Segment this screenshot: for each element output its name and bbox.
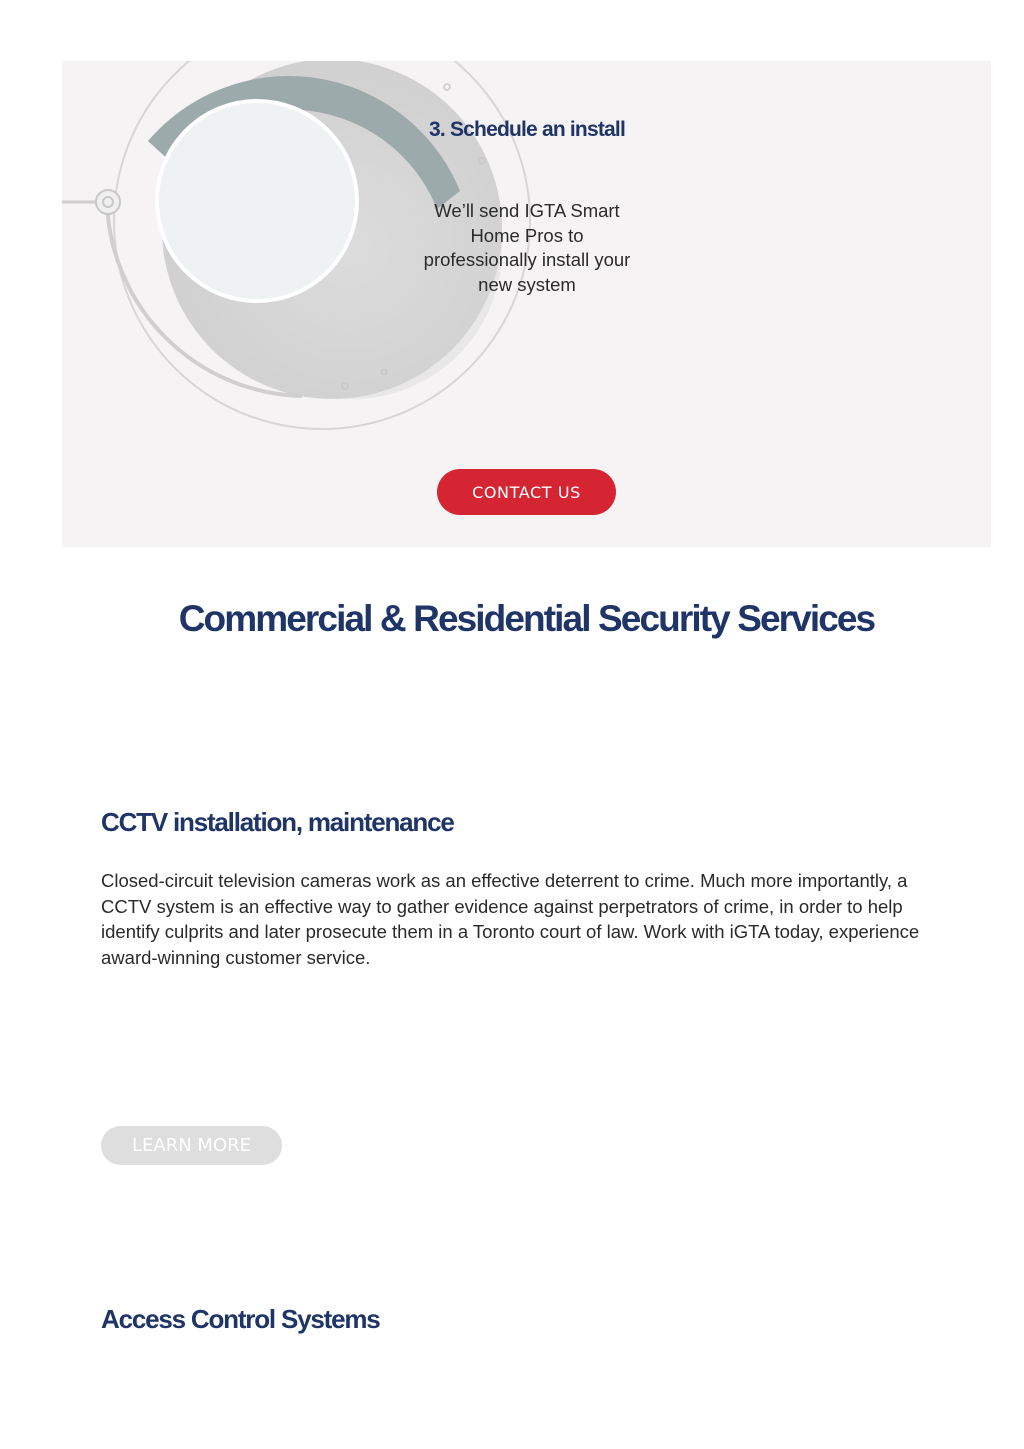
service-title-cctv: CCTV installation, maintenance (101, 807, 454, 837)
install-step-panel (62, 61, 991, 547)
step-title: 3. Schedule an install (429, 118, 625, 141)
dot-marker (444, 84, 450, 90)
dial-knob (96, 190, 120, 214)
step-description: We’ll send IGTA Smart Home Pros to professionally install your new system (423, 200, 631, 295)
service-description-cctv: Closed-circuit television cameras work as an effective deterrent to crime. Much more importantly, a CCTV system is an effective way to gather evidence against perpetrators of crime, in order to help identify culprits and later prosecute them in a Toronto court of law. Work with iGTA today, experience award-winning customer service. (101, 870, 920, 969)
service-title-access-control: Access Control Systems (101, 1304, 380, 1334)
contact-us-button[interactable]: CONTACT US (437, 469, 616, 515)
section-title: Commercial & Residential Security Services (178, 598, 875, 639)
learn-more-button[interactable]: LEARN MORE (101, 1126, 282, 1165)
dial-face (157, 101, 357, 301)
